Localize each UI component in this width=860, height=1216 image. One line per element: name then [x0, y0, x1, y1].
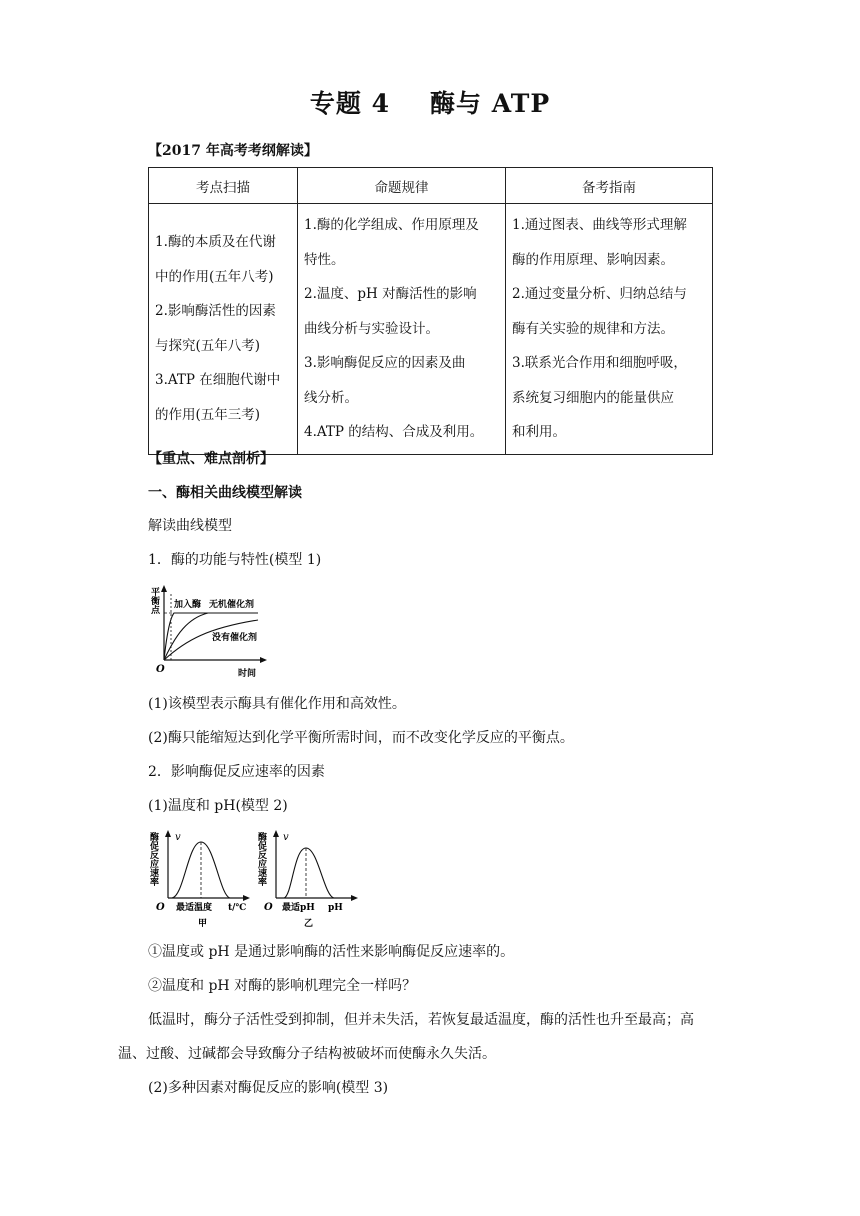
cell-line: 2.影响酶活性的因素: [155, 303, 276, 320]
x-unit-label: pH: [328, 903, 343, 913]
y-axis-label: 平衡点: [149, 587, 159, 614]
paragraph: 温、过酸、过碱都会导致酶分子结构被破坏而使酶永久失活。: [118, 1046, 496, 1062]
paragraph: ②温度和 pH 对酶的影响机理完全一样吗？: [148, 978, 417, 994]
x-optimum-label: 最适温度: [176, 903, 213, 913]
outline-heading: 【2017 年高考考纲解读】: [148, 143, 318, 159]
x-optimum-label: 最适pH: [282, 903, 315, 913]
paragraph: (2)酶只能缩短达到化学平衡所需时间，而不改变化学反应的平衡点。: [148, 730, 574, 746]
cell-line: 3.ATP 在细胞代谢中: [155, 372, 281, 389]
item-subheading: (2)多种因素对酶促反应的影响(模型 3): [148, 1080, 389, 1096]
y-axis-arrow: [273, 830, 279, 837]
cell-line: 酶的作用原理、影响因素。: [512, 251, 674, 268]
cell-line: 1.酶的化学组成、作用原理及: [304, 217, 479, 233]
x-axis-arrow: [351, 895, 358, 901]
v-label: v: [175, 832, 181, 843]
cell-line: 酶有关实验的规律和方法。: [512, 320, 674, 337]
figure-ph: [254, 826, 364, 932]
x-unit-label: t/℃: [228, 903, 247, 913]
cell-line: 特性。: [304, 251, 345, 268]
y-axis-label: 酶促反应速率: [148, 832, 158, 886]
v-label: v: [283, 832, 289, 843]
cell-line: 的作用(五年三考): [155, 406, 261, 423]
origin-label: O: [264, 902, 273, 913]
table-cell-topics: [149, 204, 298, 455]
table-row: [149, 204, 713, 455]
cell-line: 曲线分析与实验设计。: [304, 320, 439, 337]
figure-temperature: [146, 826, 256, 932]
figure-caption: 甲: [198, 919, 208, 929]
title-topic: 专题 4: [309, 89, 390, 118]
paragraph: ①温度或 pH 是通过影响酶的活性来影响酶促反应速率的。: [148, 944, 515, 960]
cell-line: 1.通过图表、曲线等形式理解: [512, 217, 687, 233]
item-subheading: (1)温度和 pH(模型 2): [148, 798, 288, 814]
cell-line: 中的作用(五年八考): [155, 268, 274, 285]
figure-model-1: [146, 582, 276, 682]
section-heading: 一、酶相关曲线模型解读: [148, 485, 302, 501]
cell-line: 3.联系光合作用和细胞呼吸，: [512, 355, 687, 371]
table-header: 备考指南: [506, 168, 713, 204]
sub-heading: 解读曲线模型: [148, 518, 232, 534]
label-add-enzyme: 加入酶: [174, 600, 202, 610]
x-axis-arrow: [260, 657, 267, 663]
table-cell-guide: [506, 204, 713, 455]
rate-curve: [284, 848, 334, 898]
figure-caption: 乙: [304, 919, 314, 929]
cell-line: 3.影响酶促反应的因素及曲: [304, 355, 466, 371]
paragraph: 低温时，酶分子活性受到抑制，但并未失活，若恢复最适温度，酶的活性也升至最高；高: [148, 1012, 694, 1028]
cell-line: 4.ATP 的结构、合成及利用。: [304, 424, 484, 440]
table-header: 考点扫描: [149, 168, 298, 204]
exam-outline-table: [148, 167, 713, 455]
cell-line: 系统复习细胞内的能量供应: [512, 389, 674, 406]
cell-line: 2.温度、pH 对酶活性的影响: [304, 286, 477, 302]
item-heading: 2．影响酶促反应速率的因素: [148, 764, 325, 780]
item-heading: 1．酶的功能与特性(模型 1): [148, 552, 322, 568]
table-header: 命题规律: [298, 168, 506, 204]
cell-line: 1.酶的本质及在代谢: [155, 234, 276, 251]
paragraph: (1)该模型表示酶具有催化作用和高效性。: [148, 696, 406, 712]
label-no-catalyst: 没有催化剂: [212, 633, 258, 643]
table-cell-patterns: [298, 204, 506, 455]
y-axis-arrow: [161, 585, 167, 592]
y-axis-label: 酶促反应速率: [256, 832, 266, 886]
label-inorganic-catalyst: 无机催化剂: [209, 600, 255, 610]
y-axis-arrow: [165, 830, 171, 837]
key-heading: 【重点、难点剖析】: [148, 451, 274, 467]
cell-line: 线分析。: [304, 389, 358, 406]
origin-label: O: [156, 902, 165, 913]
x-axis-arrow: [243, 895, 250, 901]
title-subject: 酶与 ATP: [429, 89, 551, 118]
table-header-row: [149, 168, 713, 204]
cell-line: 2.通过变量分析、归纳总结与: [512, 286, 687, 302]
cell-line: 与探究(五年八考): [155, 337, 261, 354]
page-title: [0, 84, 860, 120]
origin-label: O: [156, 664, 165, 675]
x-axis-label: 时间: [238, 669, 257, 679]
cell-line: 和利用。: [512, 424, 566, 440]
